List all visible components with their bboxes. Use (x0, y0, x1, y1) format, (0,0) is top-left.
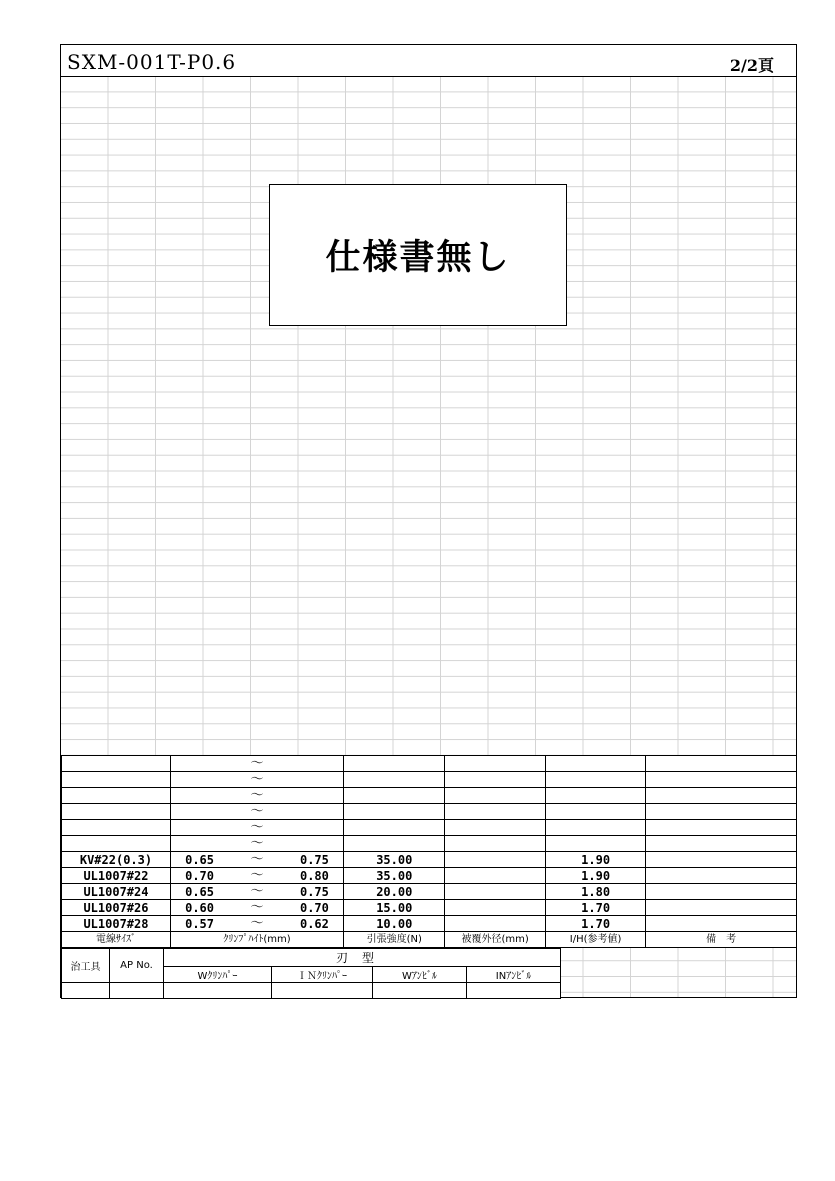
tensile-cell (344, 836, 445, 852)
crimp-max-cell (286, 836, 344, 852)
ih-cell: 1.90 (545, 852, 645, 868)
in-anvil-value (467, 983, 561, 999)
crimp-min-cell (170, 804, 228, 820)
tensile-cell: 20.00 (344, 884, 445, 900)
crimp-max-cell: 0.75 (286, 884, 344, 900)
outer-diameter-cell (445, 868, 545, 884)
wire-size-cell: UL1007#24 (62, 884, 171, 900)
ih-cell: 1.80 (545, 884, 645, 900)
ap-no-label: AP No. (110, 949, 164, 983)
wire-size-cell (62, 804, 171, 820)
document-id: SXM-001T-P0.6 (67, 50, 237, 74)
tensile-cell: 10.00 (344, 916, 445, 932)
page-number: 2/2頁 (729, 56, 774, 75)
crimp-max-cell: 0.70 (286, 900, 344, 916)
crimp-min-cell: 0.65 (170, 884, 228, 900)
crimp-min-cell (170, 756, 228, 772)
ih-cell (545, 836, 645, 852)
spec-sheet (60, 44, 797, 998)
table-row (62, 884, 797, 900)
crimp-min-cell (170, 836, 228, 852)
wire-size-cell (62, 772, 171, 788)
ap-no-value (110, 983, 164, 999)
tilde-separator: ～ (228, 884, 286, 900)
crimp-max-cell (286, 772, 344, 788)
outer-diameter-cell (445, 772, 545, 788)
note-cell (646, 884, 797, 900)
note-cell (646, 900, 797, 916)
blade-type-label: 刃型 (164, 949, 561, 967)
in-anvil-label: INｱﾝﾋﾞﾙ (467, 967, 561, 983)
tensile-header: 引張強度(N) (344, 932, 445, 948)
note-cell (646, 868, 797, 884)
w-anvil-label: Wｱﾝﾋﾞﾙ (373, 967, 467, 983)
wire-size-cell: UL1007#26 (62, 900, 171, 916)
outer-diameter-cell (445, 820, 545, 836)
crimp-min-cell (170, 772, 228, 788)
outer-diameter-cell (445, 836, 545, 852)
jig-value (62, 983, 110, 999)
tilde-separator: ～ (228, 804, 286, 820)
tilde-separator: ～ (228, 772, 286, 788)
outer-diameter-cell (445, 900, 545, 916)
note-header: 備 考 (646, 932, 797, 948)
wire-size-cell: UL1007#22 (62, 868, 171, 884)
ih-cell: 1.70 (545, 900, 645, 916)
tilde-separator: ～ (228, 756, 286, 772)
crimp-max-cell: 0.62 (286, 916, 344, 932)
signature-line (722, 997, 796, 998)
ih-cell (545, 788, 645, 804)
table-header-row (62, 932, 797, 948)
table-row (62, 788, 797, 804)
tilde-separator: ～ (228, 788, 286, 804)
jig-label: 治工具 (62, 949, 110, 983)
table-row (62, 756, 797, 772)
wire-size-cell (62, 836, 171, 852)
tensile-cell (344, 772, 445, 788)
outer-diameter-header: 被覆外径(mm) (445, 932, 545, 948)
note-cell (646, 820, 797, 836)
table-row (62, 868, 797, 884)
wire-size-cell (62, 820, 171, 836)
wire-size-cell (62, 756, 171, 772)
outer-diameter-cell (445, 756, 545, 772)
outer-diameter-cell (445, 884, 545, 900)
note-cell (646, 756, 797, 772)
tensile-cell: 35.00 (344, 868, 445, 884)
outer-diameter-cell (445, 852, 545, 868)
tilde-separator: ～ (228, 836, 286, 852)
crimp-min-cell: 0.57 (170, 916, 228, 932)
note-cell (646, 836, 797, 852)
crimp-max-cell (286, 820, 344, 836)
outer-diameter-cell (445, 916, 545, 932)
table-row (62, 900, 797, 916)
sheet-header (61, 45, 796, 77)
crimp-min-cell: 0.60 (170, 900, 228, 916)
tensile-cell: 15.00 (344, 900, 445, 916)
table-row (62, 836, 797, 852)
crimp-max-cell: 0.80 (286, 868, 344, 884)
no-specification-notice: 仕様書無し (269, 184, 567, 326)
ih-cell: 1.70 (545, 916, 645, 932)
in-crimper-value (272, 983, 373, 999)
crimp-min-cell (170, 820, 228, 836)
crimp-max-cell: 0.75 (286, 852, 344, 868)
wire-size-header: 電線ｻｲｽﾞ (62, 932, 171, 948)
wire-size-cell (62, 788, 171, 804)
crimp-max-cell (286, 804, 344, 820)
note-cell (646, 916, 797, 932)
table-row (62, 772, 797, 788)
tilde-separator: ～ (228, 868, 286, 884)
crimp-max-cell (286, 756, 344, 772)
ih-cell (545, 756, 645, 772)
outer-diameter-cell (445, 788, 545, 804)
tilde-separator: ～ (228, 900, 286, 916)
tensile-cell (344, 788, 445, 804)
note-cell (646, 852, 797, 868)
crimp-min-cell: 0.65 (170, 852, 228, 868)
tilde-separator: ～ (228, 852, 286, 868)
in-crimper-label: ＩＮｸﾘﾝﾊﾟｰ (272, 967, 373, 983)
ih-header: I/H(参考値) (545, 932, 645, 948)
table-row (62, 820, 797, 836)
note-cell (646, 788, 797, 804)
crimp-spec-table (61, 755, 797, 948)
table-row (62, 852, 797, 868)
note-cell (646, 804, 797, 820)
tilde-separator: ～ (228, 916, 286, 932)
crimp-height-header: ｸﾘﾝﾌﾟﾊｲﾄ(mm) (170, 932, 343, 948)
crimp-min-cell: 0.70 (170, 868, 228, 884)
tooling-table (61, 948, 561, 999)
ih-cell (545, 772, 645, 788)
tensile-cell (344, 804, 445, 820)
note-cell (646, 772, 797, 788)
w-crimper-value (164, 983, 272, 999)
tilde-separator: ～ (228, 820, 286, 836)
w-anvil-value (373, 983, 467, 999)
wire-size-cell: KV#22(0.3) (62, 852, 171, 868)
tensile-cell (344, 820, 445, 836)
wire-size-cell: UL1007#28 (62, 916, 171, 932)
crimp-min-cell (170, 788, 228, 804)
ih-cell (545, 804, 645, 820)
tensile-cell (344, 756, 445, 772)
ih-cell (545, 820, 645, 836)
table-row (62, 804, 797, 820)
w-crimper-label: Wｸﾘﾝﾊﾟｰ (164, 967, 272, 983)
outer-diameter-cell (445, 804, 545, 820)
table-row (62, 916, 797, 932)
ih-cell: 1.90 (545, 868, 645, 884)
tensile-cell: 35.00 (344, 852, 445, 868)
crimp-max-cell (286, 788, 344, 804)
